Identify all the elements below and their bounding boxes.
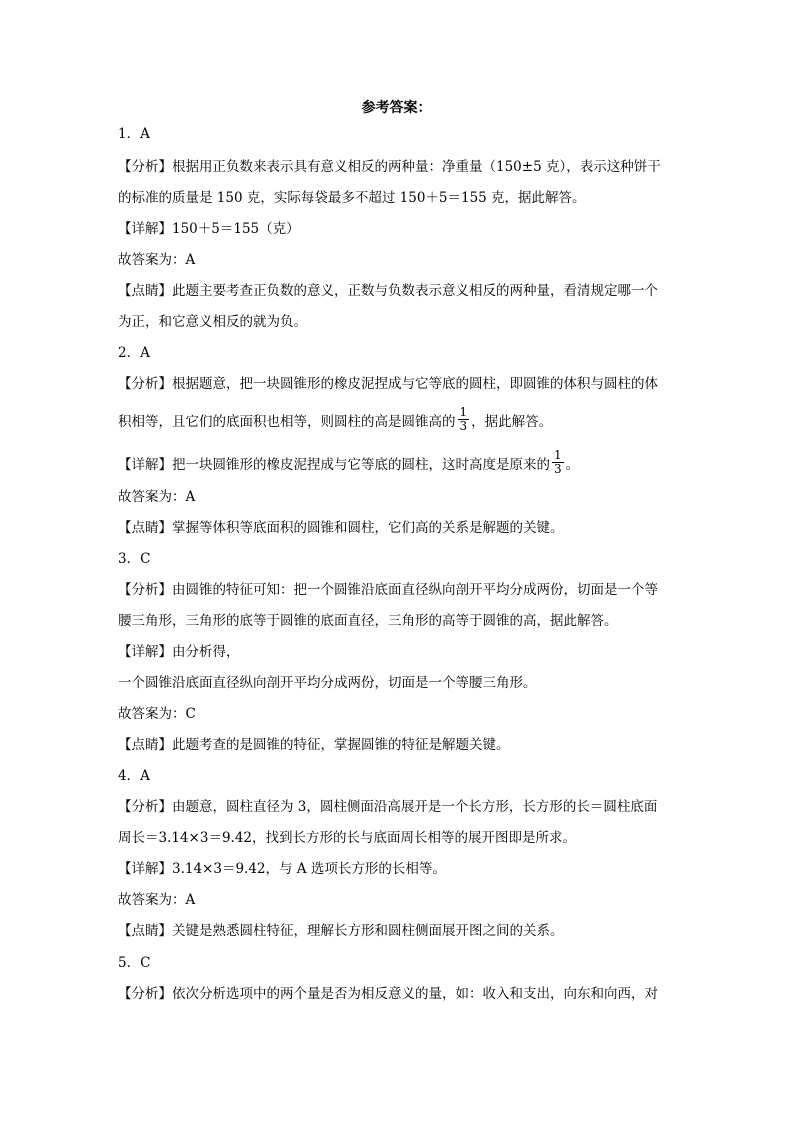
q1-answer: 故答案为：A <box>118 252 196 268</box>
q2-detail-text-post: 。 <box>565 457 580 473</box>
fraction-numerator: 1 <box>459 405 468 419</box>
q2-analysis-text-pre: 积相等，且它们的底面积也相等，则圆柱的高是圆锥高的 <box>118 414 456 430</box>
page-title: 参考答案： <box>361 100 432 116</box>
q1-analysis-line-1: 【分析】根据用正负数来表示具有意义相反的两种量：净重量（150±5 克），表示这种饼干 <box>118 159 661 175</box>
q2-detail <box>118 448 688 479</box>
fraction-one-third <box>458 406 470 433</box>
q3-detail-line-1: 【详解】由分析得， <box>118 644 240 660</box>
q2-analysis-line-2 <box>118 405 688 436</box>
q3-number: 3．C <box>118 551 151 567</box>
q4-answer: 故答案为：A <box>118 892 196 908</box>
q2-detail-text-pre: 【详解】把一块圆锥形的橡皮泥捏成与它等底的圆柱，这时高度是原来的 <box>118 457 550 473</box>
q3-analysis-line-2: 腰三角形，三角形的底等于圆锥的底面直径，三角形的高等于圆锥的高，据此解答。 <box>118 613 618 629</box>
q2-number: 2．A <box>118 345 150 361</box>
q4-detail: 【详解】3.14×3＝9.42，与 A 选项长方形的长相等。 <box>118 861 446 877</box>
fraction-denominator: 3 <box>459 419 468 433</box>
q2-answer: 故答案为：A <box>118 489 196 505</box>
q3-analysis-line-1: 【分析】由圆锥的特征可知：把一个圆锥沿底面直径纵向剖开平均分成两份，切面是一个等 <box>118 582 658 598</box>
q1-analysis-line-2: 的标准的质量是 150 克，实际每袋最多不超过 150＋5＝155 克，据此解答。 <box>118 190 586 206</box>
q4-analysis-line-2: 周长＝3.14×3＝9.42，找到长方形的长与底面周长相等的展开图即是所求。 <box>118 830 577 846</box>
q3-answer: 故答案为：C <box>118 706 196 722</box>
q1-comment-line-1: 【点睛】此题主要考查正负数的意义，正数与负数表示意义相反的两种量，看清规定哪一个 <box>118 283 658 299</box>
q1-number: 1．A <box>118 126 150 142</box>
q2-analysis-line-1: 【分析】根据题意，把一块圆锥形的橡皮泥捏成与它等底的圆柱，即圆锥的体积与圆柱的体 <box>118 376 658 392</box>
q5-analysis-line-1: 【分析】依次分析选项中的两个量是否为相反意义的量，如：收入和支出，向东和向西，对 <box>118 986 658 1002</box>
q2-comment: 【点睛】掌握等体积等底面积的圆锥和圆柱，它们高的关系是解题的关键。 <box>118 520 564 536</box>
fraction-one-third <box>552 449 564 476</box>
q4-number: 4．A <box>118 768 150 784</box>
q1-comment-line-2: 为正，和它意义相反的就为负。 <box>118 314 307 330</box>
q1-detail: 【详解】150＋5＝155（克） <box>118 221 300 237</box>
q3-detail-line-2: 一个圆锥沿底面直径纵向剖开平均分成两份，切面是一个等腰三角形。 <box>118 675 537 691</box>
fraction-denominator: 3 <box>554 462 562 476</box>
q4-comment: 【点睛】关键是熟悉圆柱特征，理解长方形和圆柱侧面展开图之间的关系。 <box>118 923 564 939</box>
q2-analysis-text-post: ，据此解答。 <box>471 414 553 430</box>
q5-number: 5．C <box>118 955 151 971</box>
q3-comment: 【点睛】此题考查的是圆锥的特征，掌握圆锥的特征是解题关键。 <box>118 737 510 753</box>
fraction-numerator: 1 <box>554 448 562 462</box>
q4-analysis-line-1: 【分析】由题意，圆柱直径为 3，圆柱侧面沿高展开是一个长方形，长方形的长＝圆柱底面 <box>118 799 658 815</box>
